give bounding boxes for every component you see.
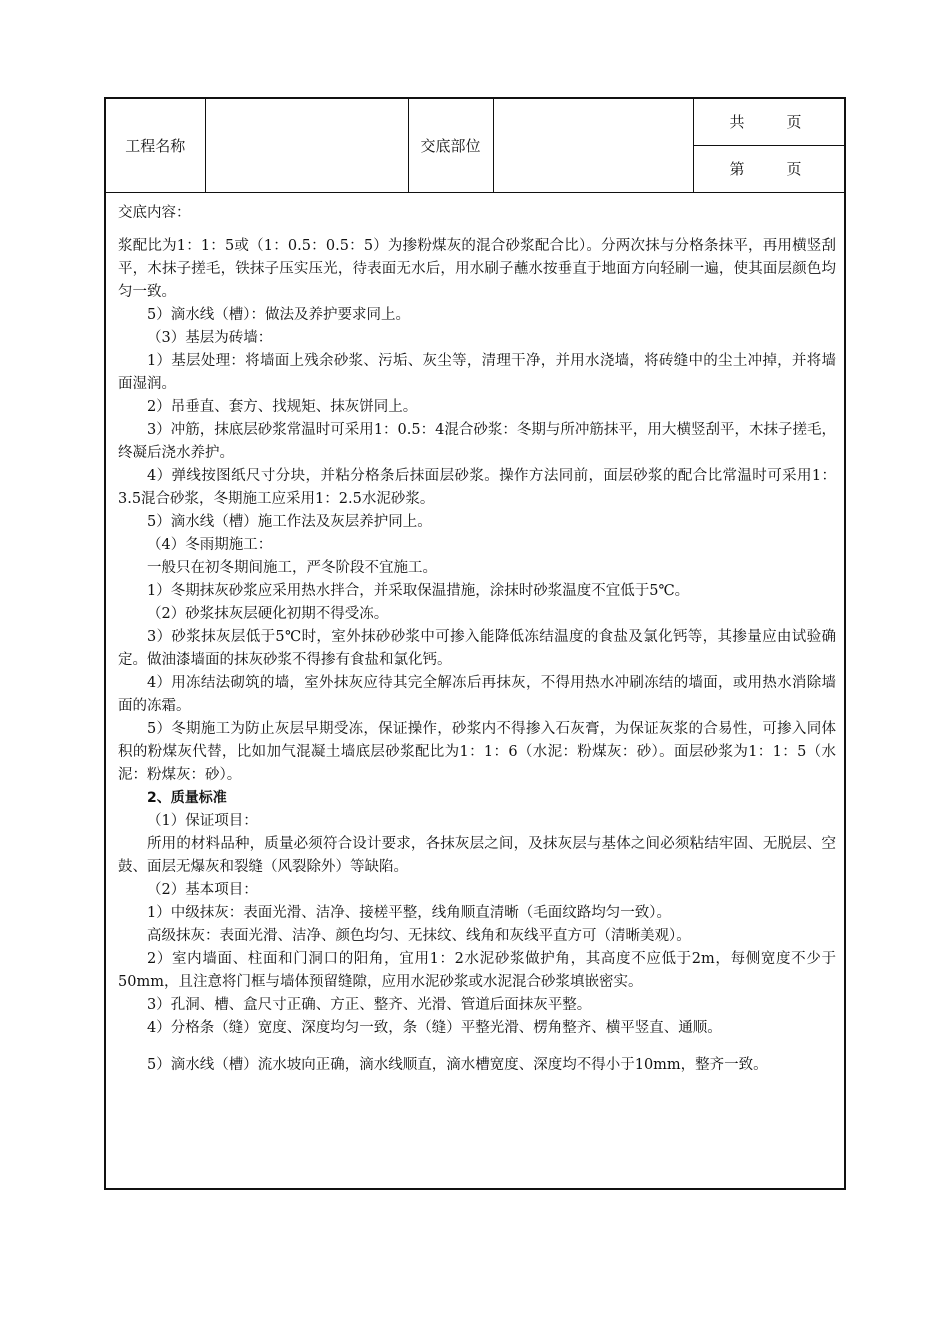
total-pages-cell bbox=[693, 99, 844, 145]
content-paragraph: 4）分格条（缝）宽度、深度均匀一致，条（缝）平整光滑、楞角整齐、横平竖直、通顺。 bbox=[147, 1020, 722, 1036]
content-paragraph: 所用的材料品种，质量必须符合设计要求，各抹灰层之间，及抹灰层与基体之间必须粘结牢固、无脱层、空鼓、面层无爆灰和裂缝（风裂除外）等缺陷。 bbox=[118, 836, 836, 875]
total-pages-label-a: 共 bbox=[729, 113, 745, 132]
content-paragraph: 1）冬期抹灰砂浆应采用热水拌合，并采取保温措施，涂抹时砂浆温度不宜低于5℃。 bbox=[147, 583, 690, 599]
handover-content bbox=[118, 193, 836, 1081]
content-paragraph: （3）基层为砖墙： bbox=[147, 330, 273, 346]
page-number-cell bbox=[693, 145, 844, 192]
handover-part-value bbox=[493, 99, 693, 192]
content-paragraph: 5）滴水线（槽）施工作法及灰层养护同上。 bbox=[147, 514, 432, 530]
content-paragraph: 5）滴水线（槽）：做法及养护要求同上。 bbox=[147, 307, 410, 323]
section-heading-quality: 2、质量标准 bbox=[147, 790, 227, 806]
content-paragraph: 高级抹灰：表面光滑、洁净、颜色均匀、无抹纹、线角和灰线平直方可（清晰美观）。 bbox=[147, 928, 691, 944]
content-paragraph: （2）基本项目： bbox=[147, 882, 258, 898]
content-paragraph: 2）室内墙面、柱面和门洞口的阳角，宜用1：2水泥砂浆做护角，其高度不应低于2m，每侧宽度不少于50mm，且注意将门框与墙体预留缝隙，应用水泥砂浆或水泥混合砂浆填嵌密实。 bbox=[118, 951, 836, 990]
content-paragraph: 浆配比为1：1：5或（1：0.5：0.5：5）为掺粉煤灰的混合砂浆配合比）。分两次抹与分格条抹平，再用横竖刮平，木抹子搓毛，铁抹子压实压光，待表面无水后，用水刷子蘸水按垂直于地面方向轻刷一遍，使其面层颜色均匀一致。 bbox=[118, 238, 836, 300]
total-pages-label-b: 页 bbox=[786, 113, 802, 132]
project-name-label: 工程名称 bbox=[106, 99, 205, 192]
content-paragraph: 1）中级抹灰：表面光滑、洁净、接槎平整，线角顺直清晰（毛面纹路均匀一致）。 bbox=[147, 905, 671, 921]
content-paragraph: 4）弹线按图纸尺寸分块，并粘分格条后抹面层砂浆。操作方法同前，面层砂浆的配合比常温时可采用1：3.5混合砂浆，冬期施工应采用1：2.5水泥砂浆。 bbox=[118, 468, 836, 507]
content-paragraph: （2）砂浆抹灰层硬化初期不得受冻。 bbox=[147, 606, 389, 622]
content-paragraph: 4）用冻结法砌筑的墙，室外抹灰应待其完全解冻后再抹灰，不得用热水冲刷冻结的墙面，或用热水消除墙面的冻霜。 bbox=[118, 675, 836, 714]
content-paragraph: （4）冬雨期施工： bbox=[147, 537, 273, 553]
content-paragraph: 3）冲筋，抹底层砂浆常温时可采用1：0.5：4混合砂浆：冬期与所冲筋抹平，用大横竖刮平，木抹子搓毛，终凝后浇水养护。 bbox=[118, 422, 836, 461]
content-paragraph: 5）冬期施工为防止灰层早期受冻，保证操作，砂浆内不得掺入石灰膏，为保证灰浆的合易性，可掺入同体积的粉煤灰代替，比如加气混凝土墙底层砂浆配比为1：1：6（水泥：粉煤灰：砂）。面层砂浆为1：1：5（水泥：粉煤灰：砂）。 bbox=[118, 721, 836, 783]
content-paragraph: （1）保证项目： bbox=[147, 813, 258, 829]
content-paragraph: 2）吊垂直、套方、找规矩、抹灰饼同上。 bbox=[147, 399, 418, 415]
content-title: 交底内容： bbox=[118, 205, 191, 221]
content-paragraph: 一般只在初冬期间施工，严冬阶段不宜施工。 bbox=[147, 560, 437, 576]
page-number-label-a: 第 bbox=[729, 160, 745, 178]
handover-sheet bbox=[104, 97, 846, 1190]
handover-part-label: 交底部位 bbox=[408, 99, 493, 192]
content-paragraph: 1）基层处理：将墙面上残余砂浆、污垢、灰尘等，清理干净，并用水浇墙，将砖缝中的尘土冲掉，并将墙面湿润。 bbox=[118, 353, 836, 392]
header-table bbox=[106, 99, 844, 193]
content-paragraph: 5）滴水线（槽）流水坡向正确，滴水线顺直，滴水槽宽度、深度均不得小于10mm，整齐一致。 bbox=[147, 1057, 768, 1073]
project-name-value bbox=[205, 99, 408, 192]
content-paragraph: 3）孔洞、槽、盒尺寸正确、方正、整齐、光滑、管道后面抹灰平整。 bbox=[147, 997, 592, 1013]
content-paragraph: 3）砂浆抹灰层低于5℃时，室外抹砂砂浆中可掺入能降低冻结温度的食盐及氯化钙等，其掺量应由试验确定。做油漆墙面的抹灰砂浆不得掺有食盐和氯化钙。 bbox=[118, 629, 836, 668]
page-number-label-b: 页 bbox=[786, 160, 802, 178]
